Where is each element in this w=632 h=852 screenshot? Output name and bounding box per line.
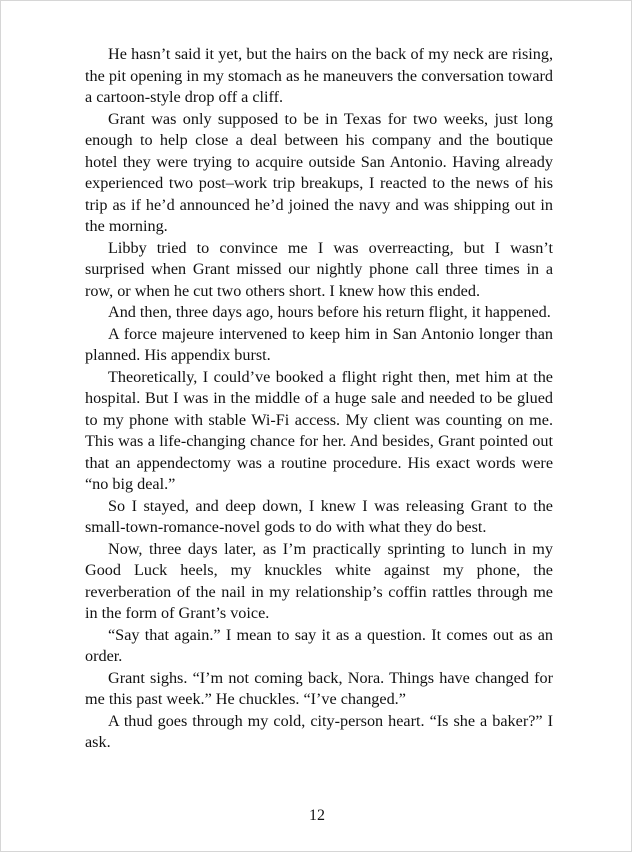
paragraph-2: Grant was only supposed to be in Texas for two weeks, just long enough to help close a deal between his company and the boutique hotel they were trying to acquire outside San Antonio. Having already experienced two post–work trip breakups, I reacted to the news of his trip as if he’d announced he’d joined the navy and was shipping out in the morning.	[85, 109, 553, 235]
paragraph-10: Grant sighs. “I’m not coming back, Nora. Things have changed for me this past week.” He chuckles. “I’ve changed.”	[85, 668, 553, 708]
paragraph-9: “Say that again.” I mean to say it as a question. It comes out as an order.	[85, 625, 553, 665]
paragraph-11: A thud goes through my cold, city-person heart. “Is she a baker?” I ask.	[85, 711, 553, 751]
paragraph-7: So I stayed, and deep down, I knew I was releasing Grant to the small-town-romance-novel gods to do with what they do best.	[85, 496, 553, 536]
paragraph-8: Now, three days later, as I’m practically sprinting to lunch in my Good Luck heels, my knuckles white against my phone, the reverberation of the nail in my relationship’s coffin rattles through me in the form of Grant’s voice.	[85, 539, 553, 622]
paragraph-3: Libby tried to convince me I was overreacting, but I wasn’t surprised when Grant missed our nightly phone call three times in a row, or when he cut two others short. I knew how this ended.	[85, 238, 553, 300]
body-text	[85, 44, 553, 754]
page-number: 12	[309, 807, 325, 824]
paragraph-5: A force majeure intervened to keep him in San Antonio longer than planned. His appendix burst.	[85, 324, 553, 364]
paragraph-4: And then, three days ago, hours before his return flight, it happened.	[108, 303, 551, 321]
paragraph-6: Theoretically, I could’ve booked a flight right then, met him at the hospital. But I was in the middle of a huge sale and needed to be glued to my phone with stable Wi-Fi access. My client was counting on me. This was a life-changing chance for her. And besides, Grant pointed out that an appendectomy was a routine procedure. His exact words were “no big deal.”	[85, 367, 553, 493]
paragraph-1: He hasn’t said it yet, but the hairs on the back of my neck are rising, the pit opening in my stomach as he maneuvers the conversation toward a cartoon-style drop off a cliff.	[85, 45, 553, 106]
